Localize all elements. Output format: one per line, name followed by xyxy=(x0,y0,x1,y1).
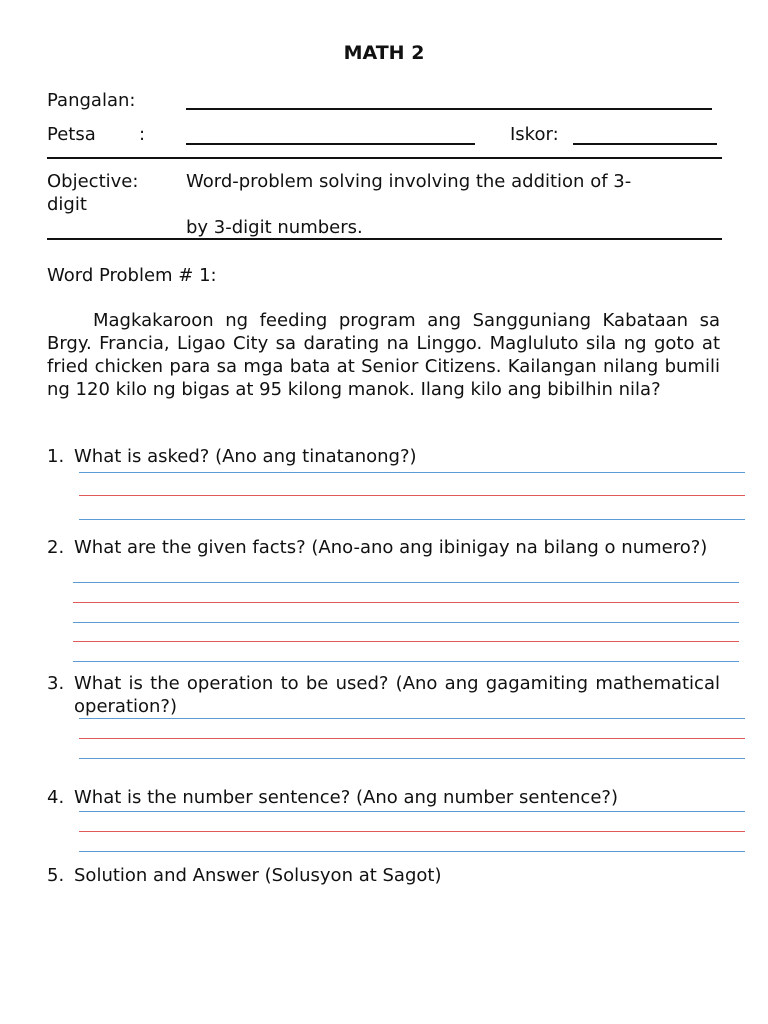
answer-line[interactable] xyxy=(79,472,745,473)
answer-line[interactable] xyxy=(73,602,739,603)
problem-text: Magkakaroon ng feeding program ang Sangguniang Kabataan sa Brgy. Francia, Ligao City sa darating na Linggo. Magluluto sila ng goto at fried chicken para sa mga bata at Senior Citizens. Kailangan nilang bumili ng 120 kilo ng bigas at 95 kilong manok. Ilang kilo ang bibilhin nila? xyxy=(47,310,720,400)
objective-line-1: Word-problem solving involving the addition of 3- xyxy=(186,171,632,192)
question-4-number: 4. xyxy=(47,787,65,808)
answer-line[interactable] xyxy=(79,831,745,832)
objective-label: Objective: xyxy=(47,171,139,192)
answer-line[interactable] xyxy=(79,495,745,496)
score-label: Iskor: xyxy=(510,124,559,145)
name-field[interactable] xyxy=(186,108,712,110)
question-5-text: Solution and Answer (Solusyon at Sagot) xyxy=(74,865,442,886)
answer-line[interactable] xyxy=(79,738,745,739)
answer-line[interactable] xyxy=(79,811,745,812)
objective-label-cont: digit xyxy=(47,194,87,215)
name-label: Pangalan: xyxy=(47,90,136,111)
question-1-number: 1. xyxy=(47,446,65,467)
page-title: MATH 2 xyxy=(343,42,425,64)
answer-line[interactable] xyxy=(73,641,739,642)
answer-line[interactable] xyxy=(73,622,739,623)
question-4-text: What is the number sentence? (Ano ang number sentence?) xyxy=(74,787,618,808)
question-2-number: 2. xyxy=(47,537,65,558)
objective-line-2: by 3-digit numbers. xyxy=(186,217,363,238)
question-2-text: What are the given facts? (Ano-ano ang ibinigay na bilang o numero?) xyxy=(74,537,708,558)
answer-line[interactable] xyxy=(79,851,745,852)
question-5-number: 5. xyxy=(47,865,65,886)
answer-line[interactable] xyxy=(73,661,739,662)
answer-line[interactable] xyxy=(79,758,745,759)
objective-divider xyxy=(47,238,722,240)
score-field[interactable] xyxy=(573,143,717,145)
header-divider xyxy=(47,157,722,159)
date-label: Petsa xyxy=(47,124,96,145)
problem-heading: Word Problem # 1: xyxy=(47,265,217,286)
answer-line[interactable] xyxy=(79,519,745,520)
date-colon: : xyxy=(139,124,146,145)
answer-line[interactable] xyxy=(73,582,739,583)
date-field[interactable] xyxy=(186,143,475,145)
question-3-number: 3. xyxy=(47,673,65,694)
question-3-text: What is the operation to be used? (Ano ang gagamiting mathematical operation?) xyxy=(74,673,720,717)
answer-line[interactable] xyxy=(79,718,745,719)
question-1-text: What is asked? (Ano ang tinatanong?) xyxy=(74,446,417,467)
